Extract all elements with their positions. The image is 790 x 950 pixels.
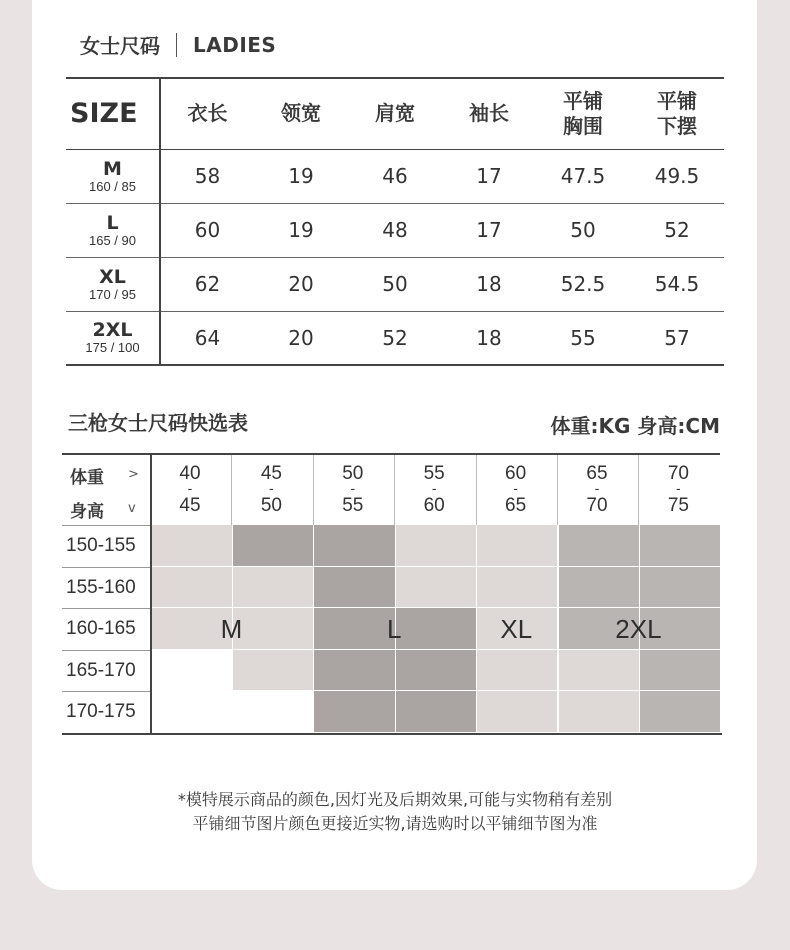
value-cell: 58 bbox=[194, 164, 221, 188]
range-dash: - bbox=[431, 480, 437, 496]
height-range-label: 170-175 bbox=[66, 701, 136, 723]
size-cell bbox=[152, 691, 232, 732]
col-header-line: 平铺 bbox=[657, 88, 697, 113]
size-spec: 160 / 85 bbox=[89, 178, 136, 194]
size-name: XL bbox=[99, 265, 126, 288]
value-cell: 54.5 bbox=[654, 272, 700, 296]
size-cell bbox=[477, 650, 557, 691]
size-spec: 175 / 100 bbox=[85, 340, 140, 356]
grid-bottom-border bbox=[62, 733, 722, 735]
size-cell bbox=[477, 525, 557, 566]
col-header-line: 下摆 bbox=[657, 113, 697, 138]
height-range-label: 150-155 bbox=[66, 535, 136, 556]
weight-to: 65 bbox=[505, 495, 527, 516]
size-segment-label: XL bbox=[500, 614, 533, 645]
size-cell bbox=[314, 691, 394, 732]
value-cell: 48 bbox=[382, 218, 408, 242]
header-col-divider bbox=[313, 455, 314, 525]
col-header-line: 平铺 bbox=[563, 88, 603, 113]
weight-to: 60 bbox=[423, 495, 445, 516]
value-cell: 20 bbox=[288, 325, 314, 350]
size-cell bbox=[559, 691, 639, 732]
row-divider bbox=[62, 525, 150, 526]
size-table bbox=[66, 77, 724, 366]
size-cell bbox=[640, 525, 720, 566]
size-cell bbox=[477, 567, 557, 608]
value-cell: 20 bbox=[288, 272, 314, 296]
weight-to: 55 bbox=[342, 495, 364, 516]
size-header: SIZE bbox=[66, 78, 160, 149]
col-header-length: 衣长 bbox=[187, 101, 228, 126]
size-cell bbox=[66, 311, 160, 365]
size-table-header bbox=[66, 78, 724, 149]
title-en: LADIES bbox=[193, 32, 277, 57]
quick-select-title: 三枪女士尺码快选表 bbox=[68, 411, 248, 435]
weight-range-header bbox=[557, 463, 637, 517]
size-cell bbox=[640, 567, 720, 608]
weight-from: 65 bbox=[586, 463, 608, 484]
size-name: L bbox=[106, 211, 119, 234]
table-row bbox=[66, 311, 724, 365]
weight-range-header bbox=[394, 463, 474, 517]
quick-select-grid bbox=[62, 453, 722, 735]
size-cell bbox=[314, 525, 394, 566]
value-cell: 19 bbox=[288, 164, 314, 188]
size-cell bbox=[152, 567, 232, 608]
weight-to: 45 bbox=[179, 495, 201, 516]
size-name: 2XL bbox=[92, 319, 133, 342]
weight-from: 60 bbox=[505, 463, 527, 484]
range-dash: - bbox=[187, 480, 193, 496]
weight-to: 50 bbox=[260, 495, 282, 516]
size-cell bbox=[559, 650, 639, 691]
size-name: M bbox=[103, 157, 122, 180]
size-cell bbox=[152, 525, 232, 566]
range-dash: - bbox=[676, 480, 681, 496]
value-cell: 57 bbox=[664, 325, 690, 350]
value-cell: 52 bbox=[382, 325, 408, 350]
size-segment-label: 2XL bbox=[615, 614, 662, 645]
range-dash: - bbox=[513, 480, 518, 496]
value-cell: 50 bbox=[382, 272, 408, 296]
size-segment-label: L bbox=[386, 614, 402, 645]
size-cell bbox=[396, 691, 476, 732]
value-cell: 55 bbox=[570, 325, 596, 350]
grid-top-border bbox=[62, 453, 720, 455]
size-cell bbox=[233, 525, 313, 566]
weight-label: 体重 bbox=[70, 468, 104, 488]
size-spec: 170 / 95 bbox=[89, 286, 136, 302]
size-cell bbox=[396, 525, 476, 566]
value-cell: 17 bbox=[476, 164, 502, 188]
col-header-line: 胸围 bbox=[563, 113, 603, 138]
size-cell bbox=[559, 525, 639, 566]
header-col-divider bbox=[638, 455, 639, 525]
value-cell: 18 bbox=[476, 325, 502, 350]
row-divider bbox=[62, 650, 150, 651]
value-cell: 49.5 bbox=[654, 164, 700, 188]
weight-from: 45 bbox=[260, 463, 282, 484]
height-label: 身高 bbox=[70, 502, 104, 522]
weight-from: 40 bbox=[179, 463, 201, 484]
weight-range-header bbox=[476, 463, 556, 517]
size-cell bbox=[66, 257, 160, 311]
height-arrow-icon: v bbox=[128, 501, 136, 516]
weight-range-header bbox=[638, 463, 718, 517]
weight-range-header bbox=[313, 463, 393, 517]
size-cell bbox=[233, 567, 313, 608]
value-cell: 46 bbox=[382, 164, 408, 188]
range-dash: - bbox=[350, 480, 356, 496]
col-header-shoulder: 肩宽 bbox=[375, 101, 415, 126]
value-cell: 52.5 bbox=[560, 272, 606, 296]
value-cell: 52 bbox=[664, 218, 690, 242]
value-cell: 19 bbox=[288, 218, 314, 242]
row-divider bbox=[62, 691, 150, 692]
weight-range-header bbox=[150, 463, 230, 517]
size-cell bbox=[314, 567, 394, 608]
value-cell: 50 bbox=[570, 218, 596, 242]
value-cell: 62 bbox=[194, 272, 221, 296]
value-cell: 17 bbox=[476, 218, 502, 242]
col-header-sleeve: 袖长 bbox=[469, 101, 509, 126]
size-cell bbox=[640, 650, 720, 691]
title-separator bbox=[176, 33, 177, 57]
weight-to: 70 bbox=[586, 495, 608, 516]
size-cell bbox=[396, 567, 476, 608]
size-spec: 165 / 90 bbox=[89, 232, 136, 248]
weight-range-header bbox=[231, 463, 311, 517]
row-divider bbox=[62, 567, 150, 568]
row-divider bbox=[62, 608, 150, 609]
col-header-collar: 领宽 bbox=[281, 101, 321, 126]
height-range-label: 160-165 bbox=[66, 618, 136, 640]
height-range-label: 155-160 bbox=[66, 576, 136, 598]
table-row bbox=[66, 149, 724, 203]
size-cell bbox=[640, 691, 720, 732]
section-header bbox=[80, 30, 276, 59]
header-col-divider bbox=[231, 455, 232, 525]
size-cell bbox=[233, 691, 313, 732]
size-segment-label: M bbox=[220, 614, 243, 645]
header-col-divider bbox=[557, 455, 558, 525]
range-dash: - bbox=[594, 480, 600, 496]
size-cell bbox=[559, 567, 639, 608]
col-header-hem bbox=[630, 78, 724, 149]
range-dash: - bbox=[269, 480, 274, 496]
col-header-chest bbox=[536, 78, 630, 149]
size-cell bbox=[66, 203, 160, 257]
weight-from: 50 bbox=[342, 463, 364, 484]
size-cell bbox=[314, 650, 394, 691]
weight-from: 70 bbox=[667, 463, 689, 484]
table-row bbox=[66, 257, 724, 311]
value-cell: 18 bbox=[476, 272, 502, 296]
size-cell bbox=[477, 691, 557, 732]
weight-to: 75 bbox=[667, 495, 689, 516]
value-cell: 60 bbox=[194, 218, 221, 242]
value-cell: 47.5 bbox=[560, 164, 606, 188]
header-col-divider bbox=[476, 455, 477, 525]
size-cell bbox=[152, 650, 232, 691]
quick-select-units: 体重:KG 身高:CM bbox=[550, 414, 720, 438]
table-row bbox=[66, 203, 724, 257]
disclaimer-line-2: 平铺细节图片颜色更接近实物,请选购时以平铺细节图为准 bbox=[192, 814, 598, 833]
size-cell bbox=[396, 650, 476, 691]
size-cell bbox=[233, 650, 313, 691]
size-cell bbox=[66, 149, 160, 203]
weight-arrow-icon: > bbox=[128, 467, 139, 482]
value-cell: 64 bbox=[194, 325, 221, 350]
title-cn: 女士尺码 bbox=[80, 34, 160, 58]
disclaimer-line-1: *模特展示商品的颜色,因灯光及后期效果,可能与实物稍有差别 bbox=[177, 790, 613, 809]
height-range-label: 165-170 bbox=[66, 659, 136, 681]
weight-from: 55 bbox=[423, 463, 445, 484]
header-col-divider bbox=[394, 455, 395, 525]
